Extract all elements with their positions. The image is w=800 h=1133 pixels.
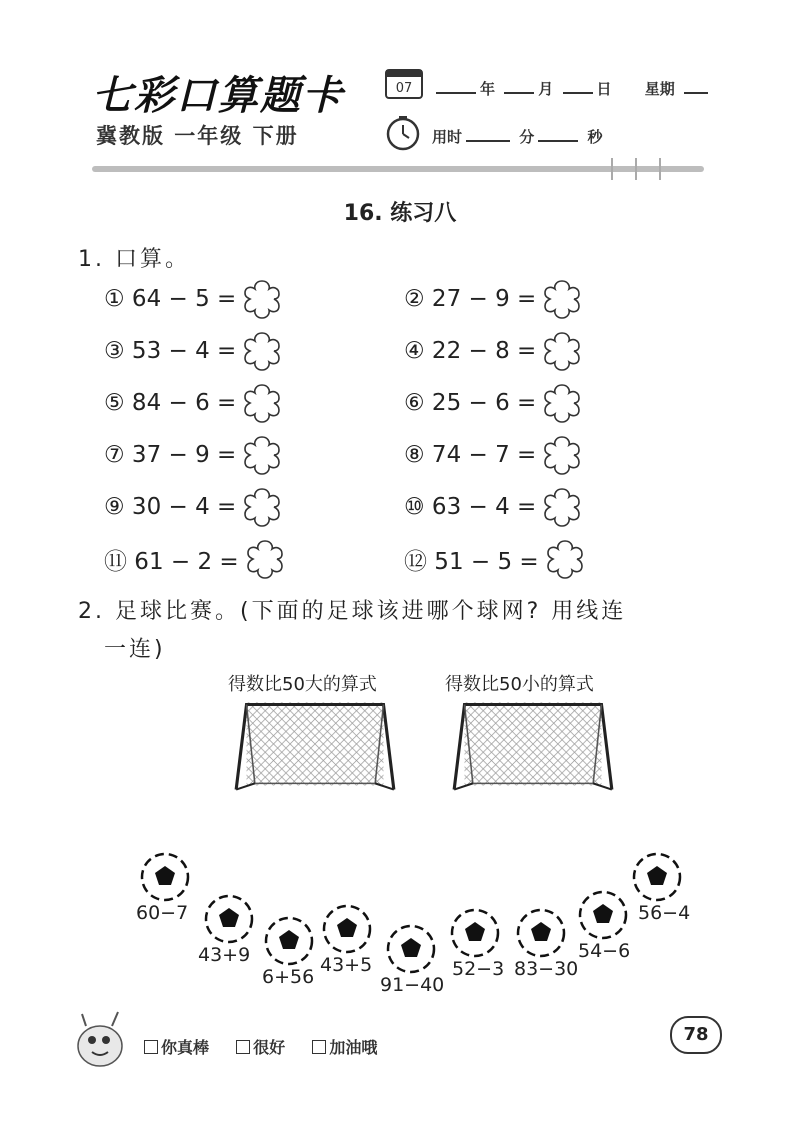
math-item — [404, 328, 684, 374]
soccer-ball-icon[interactable] — [264, 916, 314, 966]
ball-expression: 6+56 — [262, 966, 315, 988]
checkbox-good[interactable] — [236, 1040, 250, 1054]
ball-expression: 60−7 — [136, 902, 189, 924]
answer-flower-box[interactable] — [540, 329, 584, 373]
math-item — [104, 276, 404, 322]
math-item — [104, 536, 404, 582]
section2-heading-line1: 2. 足球比赛。(下面的足球该进哪个球网? 用线连 — [78, 599, 627, 624]
math-item — [404, 536, 684, 582]
goal-net-left[interactable] — [232, 694, 398, 798]
goal-right-label: 得数比50小的算式 — [445, 674, 594, 695]
math-item — [404, 276, 684, 322]
math-expression: ⑫ 51 − 5 = — [404, 548, 539, 575]
math-item — [104, 328, 404, 374]
ball-expression: 43+5 — [320, 954, 373, 976]
math-expression: ⑥ 25 − 6 = — [404, 390, 537, 416]
edition-label: 冀教版 一年级 下册 — [96, 124, 299, 148]
ball-expression: 56−4 — [638, 902, 691, 924]
time-line: 用时 分 秒 — [432, 128, 603, 146]
answer-flower-box[interactable] — [240, 485, 284, 529]
answer-flower-box[interactable] — [540, 381, 584, 425]
math-item — [404, 432, 684, 478]
ball-expression: 54−6 — [578, 940, 631, 962]
ball-expression: 91−40 — [380, 974, 445, 996]
math-item — [104, 380, 404, 426]
soccer-ball-icon[interactable] — [140, 852, 190, 902]
math-expression: ⑤ 84 − 6 = — [104, 390, 237, 416]
math-expression: ④ 22 − 8 = — [404, 338, 537, 364]
math-item — [404, 380, 684, 426]
math-expression: ⑦ 37 − 9 = — [104, 442, 237, 468]
math-expression: ⑧ 74 − 7 = — [404, 442, 537, 468]
answer-flower-box[interactable] — [540, 277, 584, 321]
ball-expression: 52−3 — [452, 958, 505, 980]
answer-flower-box[interactable] — [540, 433, 584, 477]
checkbox-keep-going[interactable] — [312, 1040, 326, 1054]
math-item — [104, 432, 404, 478]
answer-flower-box[interactable] — [543, 537, 587, 581]
answer-flower-box[interactable] — [240, 329, 284, 373]
math-expression: ⑩ 63 − 4 = — [404, 494, 537, 520]
goal-left-label: 得数比50大的算式 — [228, 674, 377, 695]
section2-heading-line2: 一连) — [104, 637, 166, 662]
answer-flower-box[interactable] — [240, 433, 284, 477]
rating-options: 你真棒 很好 加油哦 — [144, 1035, 377, 1058]
checkbox-great[interactable] — [144, 1040, 158, 1054]
math-expression: ① 64 − 5 = — [104, 286, 237, 312]
clock-icon — [384, 114, 422, 152]
page-title: 16. 练习八 — [343, 201, 457, 226]
answer-flower-box[interactable] — [240, 277, 284, 321]
math-expression: ② 27 − 9 = — [404, 286, 537, 312]
answer-flower-box[interactable] — [240, 381, 284, 425]
divider-rings — [604, 156, 674, 184]
mental-math-grid — [104, 276, 684, 582]
brand-title: 七彩口算题卡 — [92, 72, 344, 119]
soccer-ball-icon[interactable] — [322, 904, 372, 954]
ball-expression: 43+9 — [198, 944, 251, 966]
answer-flower-box[interactable] — [243, 537, 287, 581]
goal-net-right[interactable] — [450, 694, 616, 798]
soccer-ball-icon[interactable] — [450, 908, 500, 958]
section1-heading: 1. 口算。 — [78, 247, 190, 272]
math-item — [404, 484, 684, 530]
soccer-ball-icon[interactable] — [204, 894, 254, 944]
calendar-day: 07 — [395, 81, 413, 96]
math-expression: ③ 53 − 4 = — [104, 338, 237, 364]
soccer-ball-icon[interactable] — [578, 890, 628, 940]
page-number: 78 — [670, 1016, 722, 1054]
soccer-ball-icon[interactable] — [516, 908, 566, 958]
soccer-ball-icon[interactable] — [386, 924, 436, 974]
soccer-ball-icon[interactable] — [632, 852, 682, 902]
mascot-icon — [66, 1006, 134, 1072]
math-expression: ⑪ 61 − 2 = — [104, 548, 239, 575]
math-item — [104, 484, 404, 530]
answer-flower-box[interactable] — [540, 485, 584, 529]
math-expression: ⑨ 30 − 4 = — [104, 494, 237, 520]
ball-expression: 83−30 — [514, 958, 579, 980]
date-line: 年 月 日 星期 — [432, 78, 712, 99]
calendar-icon — [384, 66, 424, 100]
